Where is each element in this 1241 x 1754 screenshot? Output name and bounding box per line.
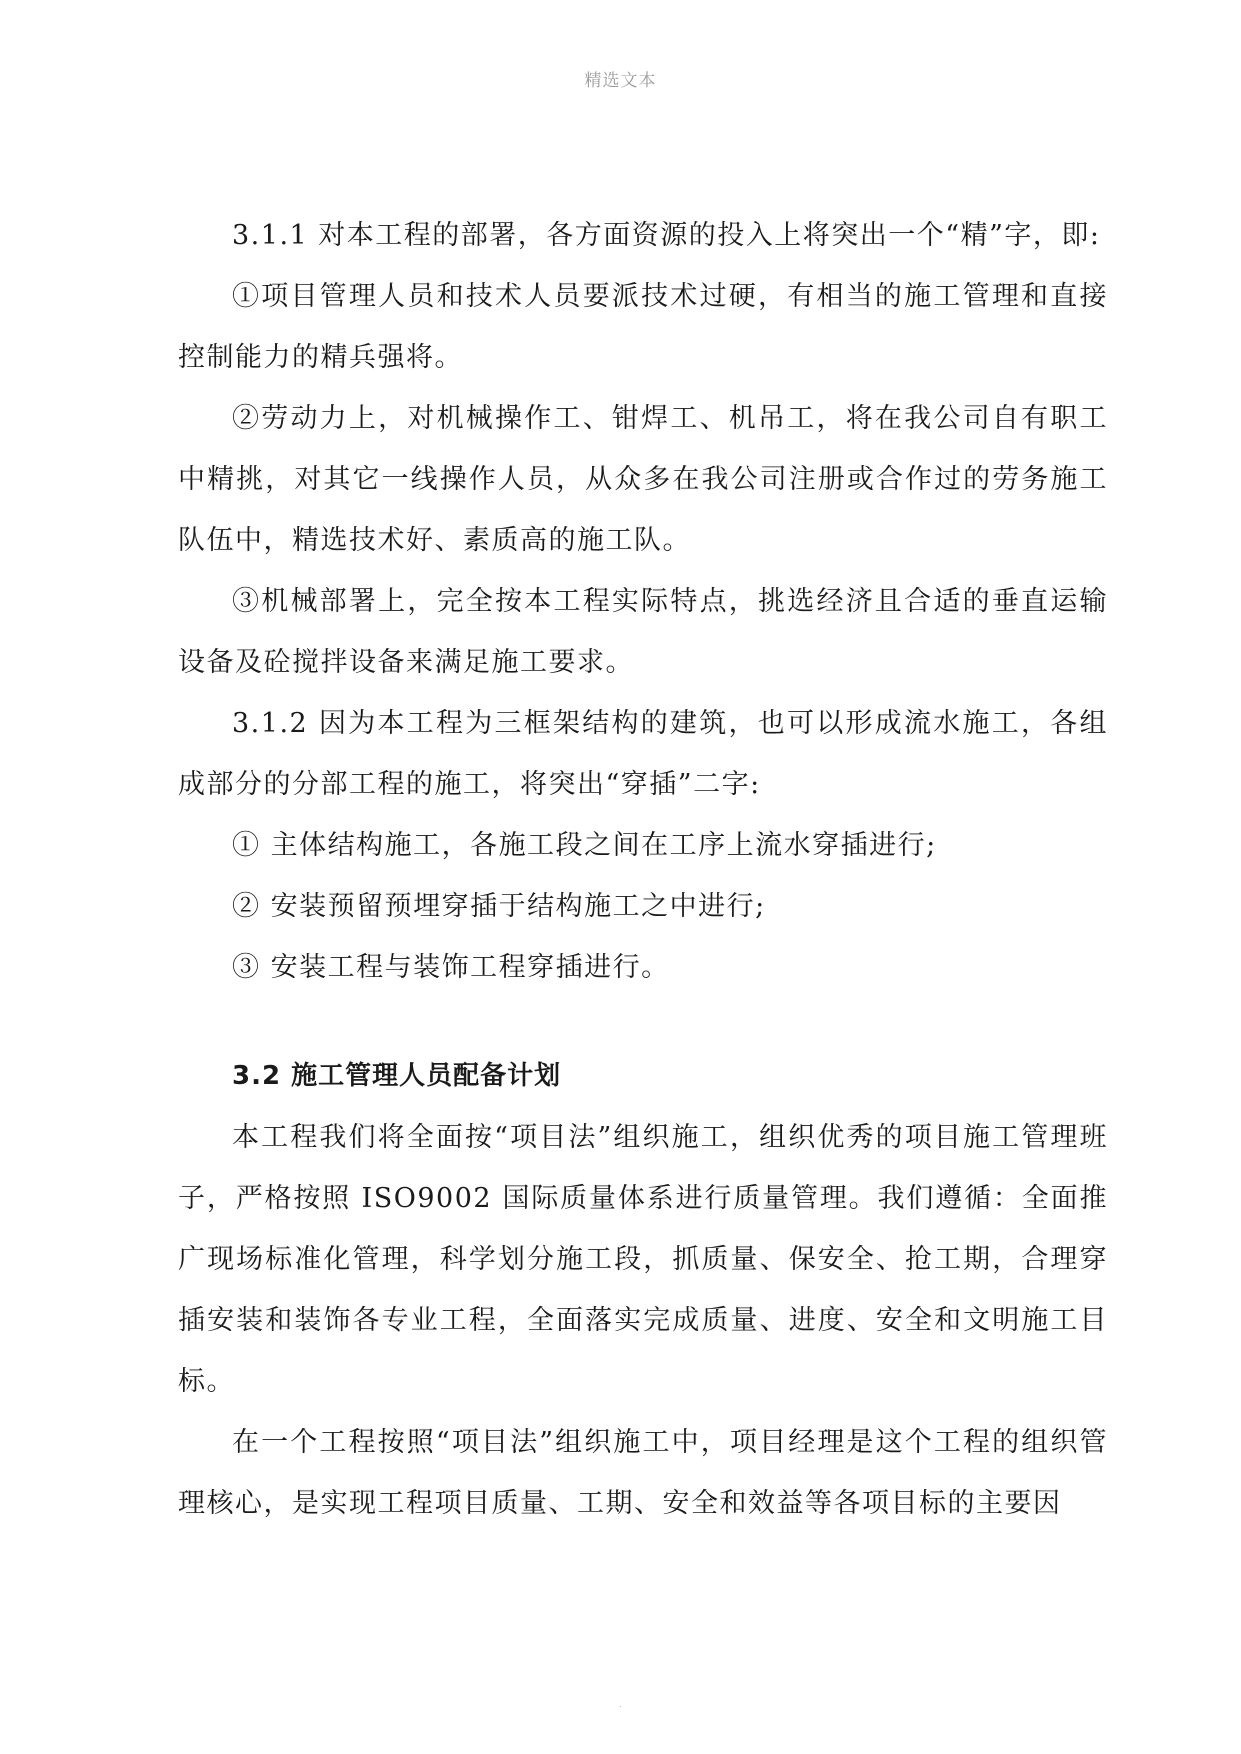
- paragraph-sub-2: ② 安装预留预埋穿插于结构施工之中进行;: [232, 891, 766, 922]
- paragraph-sub-1: ① 主体结构施工，各施工段之间在工序上流水穿插进行;: [232, 830, 937, 861]
- document-body: [178, 205, 1108, 1534]
- paragraph-item-1: ①项目管理人员和技术人员要派技术过硬，有相当的施工管理和直接控制能力的精兵强将。: [178, 281, 1108, 373]
- page-header: 精选文本: [584, 71, 657, 91]
- paragraph-item-2: ②劳动力上，对机械操作工、钳焊工、机吊工，将在我公司自有职工中精挑，对其它一线操作人员，从众多在我公司注册或合作过的劳务施工队伍中，精选技术好、素质高的施工队。: [178, 403, 1108, 556]
- section-paragraph-2: 在一个工程按照“项目法”组织施工中，项目经理是这个工程的组织管理核心，是实现工程项目质量、工期、安全和效益等各项目标的主要因: [178, 1427, 1108, 1519]
- section-spacer: [178, 998, 1108, 1046]
- section-paragraph-1: 本工程我们将全面按“项目法”组织施工，组织优秀的项目施工管理班子，严格按照 ISO9002 国际质量体系进行质量管理。我们遵循：全面推广现场标准化管理，科学划分施工段，抓质量、保安全、抢工期，合理穿插安装和装饰各专业工程，全面落实完成质量、进度、安全和文明施工目标。: [178, 1122, 1108, 1397]
- paragraph-3-1-1: 3.1.1 对本工程的部署，各方面资源的投入上将突出一个“精”字，即:: [232, 220, 1101, 251]
- paragraph-item-3: ③机械部署上，完全按本工程实际特点，挑选经济且合适的垂直运输设备及砼搅拌设备来满足施工要求。: [178, 586, 1108, 678]
- paragraph-3-1-2: 3.1.2 因为本工程为三框架结构的建筑，也可以形成流水施工，各组成部分的分部工程的施工，将突出“穿插”二字:: [178, 708, 1108, 800]
- footer-mark: .: [619, 1700, 622, 1709]
- paragraph-sub-3: ③ 安装工程与装饰工程穿插进行。: [232, 952, 670, 983]
- section-heading-3-2: 3.2 施工管理人员配备计划: [232, 1061, 562, 1091]
